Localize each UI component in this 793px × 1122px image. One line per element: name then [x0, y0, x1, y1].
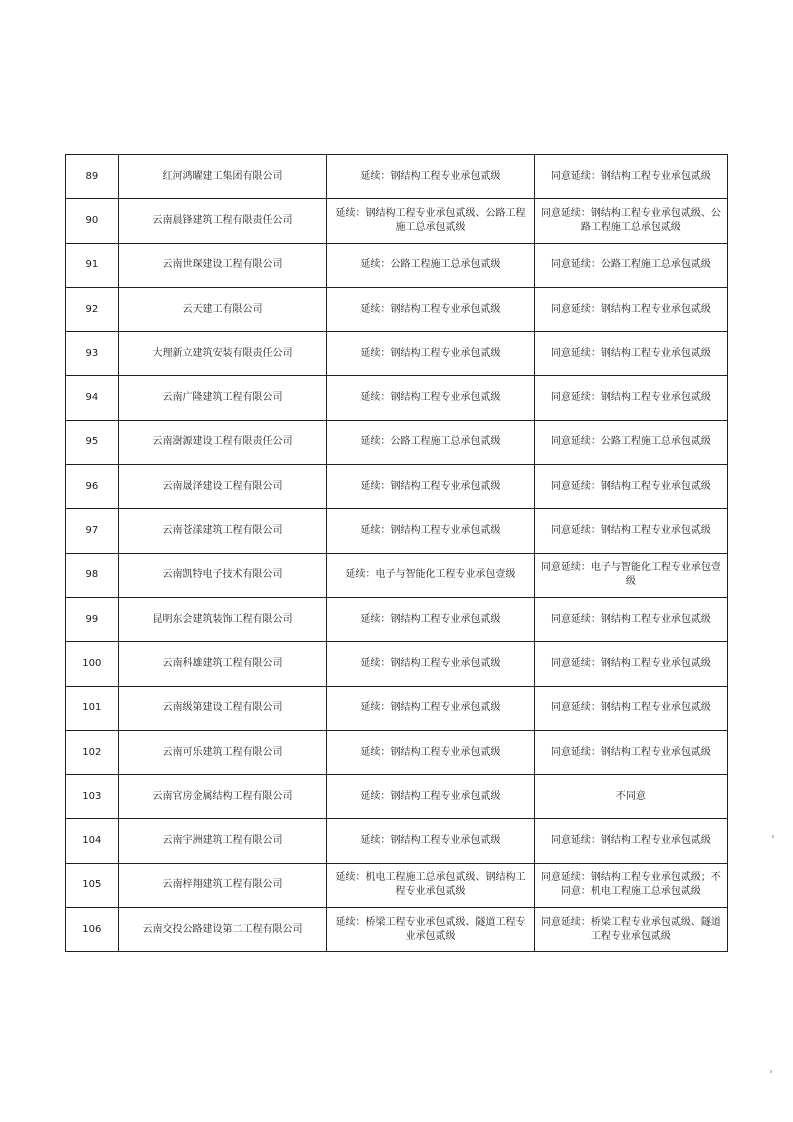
- row-number: 96: [66, 465, 119, 509]
- row-number: 93: [66, 332, 119, 376]
- review-result: 同意延续：钢结构工程专业承包贰级: [534, 287, 727, 331]
- table-row: [66, 686, 728, 730]
- row-number: 103: [66, 775, 119, 819]
- company-name: 云南广隆建筑工程有限公司: [118, 376, 327, 420]
- review-result: 同意延续：钢结构工程专业承包贰级: [534, 642, 727, 686]
- table-row: [66, 863, 728, 907]
- company-name: 云天建工有限公司: [118, 287, 327, 331]
- application-content: 延续：钢结构工程专业承包贰级: [327, 465, 535, 509]
- review-result: 同意延续：电子与智能化工程专业承包壹级: [534, 553, 727, 597]
- company-name: 云南凯特电子技术有限公司: [118, 553, 327, 597]
- review-result: 同意延续：钢结构工程专业承包贰级: [534, 332, 727, 376]
- application-content: 延续：钢结构工程专业承包贰级: [327, 597, 535, 641]
- row-number: 98: [66, 553, 119, 597]
- row-number: 90: [66, 199, 119, 243]
- application-content: 延续：钢结构工程专业承包贰级: [327, 376, 535, 420]
- application-content: 延续：钢结构工程专业承包贰级: [327, 155, 535, 199]
- review-result: 同意延续：钢结构工程专业承包贰级: [534, 155, 727, 199]
- company-name: 红河鸿曜建工集团有限公司: [118, 155, 327, 199]
- review-result: 同意延续：钢结构工程专业承包贰级: [534, 597, 727, 641]
- review-result: 同意延续：钢结构工程专业承包贰级: [534, 465, 727, 509]
- review-result: 不同意: [534, 775, 727, 819]
- review-result: 同意延续：钢结构工程专业承包贰级: [534, 376, 727, 420]
- scan-mark: [772, 835, 774, 838]
- table-row: [66, 465, 728, 509]
- company-name: 云南晟泽建设工程有限公司: [118, 465, 327, 509]
- review-result: 同意延续：钢结构工程专业承包贰级: [534, 509, 727, 553]
- table-row: [66, 287, 728, 331]
- table-body: [66, 155, 728, 952]
- company-name: 云南宇洲建筑工程有限公司: [118, 819, 327, 863]
- application-content: 延续：公路工程施工总承包贰级: [327, 243, 535, 287]
- table-row: [66, 642, 728, 686]
- table-row: [66, 597, 728, 641]
- company-name: 昆明东会建筑装饰工程有限公司: [118, 597, 327, 641]
- application-content: 延续：钢结构工程专业承包贰级: [327, 287, 535, 331]
- company-name: 云南科雄建筑工程有限公司: [118, 642, 327, 686]
- table-row: [66, 509, 728, 553]
- row-number: 105: [66, 863, 119, 907]
- application-content: 延续：钢结构工程专业承包贰级、公路工程施工总承包贰级: [327, 199, 535, 243]
- table-row: [66, 908, 728, 952]
- application-content: 延续：公路工程施工总承包贰级: [327, 420, 535, 464]
- row-number: 101: [66, 686, 119, 730]
- qualification-table: [65, 154, 728, 952]
- application-content: 延续：钢结构工程专业承包贰级: [327, 819, 535, 863]
- table-row: [66, 376, 728, 420]
- row-number: 100: [66, 642, 119, 686]
- company-name: 云南苍漾建筑工程有限公司: [118, 509, 327, 553]
- table-row: [66, 730, 728, 774]
- row-number: 95: [66, 420, 119, 464]
- table-row: [66, 332, 728, 376]
- company-name: 云南晨锋建筑工程有限责任公司: [118, 199, 327, 243]
- row-number: 89: [66, 155, 119, 199]
- table-row: [66, 199, 728, 243]
- row-number: 99: [66, 597, 119, 641]
- review-result: 同意延续：桥梁工程专业承包贰级、隧道工程专业承包贰级: [534, 908, 727, 952]
- review-result: 同意延续：钢结构工程专业承包贰级；不同意：机电工程施工总承包贰级: [534, 863, 727, 907]
- row-number: 106: [66, 908, 119, 952]
- review-result: 同意延续：钢结构工程专业承包贰级: [534, 819, 727, 863]
- application-content: 延续：钢结构工程专业承包贰级: [327, 332, 535, 376]
- company-name: 云南梓翔建筑工程有限公司: [118, 863, 327, 907]
- company-name: 云南交投公路建设第二工程有限公司: [118, 908, 327, 952]
- row-number: 97: [66, 509, 119, 553]
- review-result: 同意延续：公路工程施工总承包贰级: [534, 243, 727, 287]
- application-content: 延续：钢结构工程专业承包贰级: [327, 775, 535, 819]
- application-content: 延续：钢结构工程专业承包贰级: [327, 509, 535, 553]
- table-row: [66, 775, 728, 819]
- review-result: 同意延续：公路工程施工总承包贰级: [534, 420, 727, 464]
- application-content: 延续：机电工程施工总承包贰级、钢结构工程专业承包贰级: [327, 863, 535, 907]
- review-result: 同意延续：钢结构工程专业承包贰级: [534, 686, 727, 730]
- application-content: 延续：电子与智能化工程专业承包壹级: [327, 553, 535, 597]
- row-number: 104: [66, 819, 119, 863]
- table-row: [66, 553, 728, 597]
- application-content: 延续：钢结构工程专业承包贰级: [327, 730, 535, 774]
- table-row: [66, 819, 728, 863]
- row-number: 91: [66, 243, 119, 287]
- company-name: 大理新立建筑安装有限责任公司: [118, 332, 327, 376]
- application-content: 延续：桥梁工程专业承包贰级、隧道工程专业承包贰级: [327, 908, 535, 952]
- application-content: 延续：钢结构工程专业承包贰级: [327, 686, 535, 730]
- row-number: 94: [66, 376, 119, 420]
- company-name: 云南官房金属结构工程有限公司: [118, 775, 327, 819]
- row-number: 102: [66, 730, 119, 774]
- table-row: [66, 243, 728, 287]
- table-row: [66, 420, 728, 464]
- table-row: [66, 155, 728, 199]
- company-name: 云南澍源建设工程有限责任公司: [118, 420, 327, 464]
- company-name: 云南级第建设工程有限公司: [118, 686, 327, 730]
- application-content: 延续：钢结构工程专业承包贰级: [327, 642, 535, 686]
- company-name: 云南可乐建筑工程有限公司: [118, 730, 327, 774]
- scan-mark: [770, 1070, 772, 1073]
- row-number: 92: [66, 287, 119, 331]
- review-result: 同意延续：钢结构工程专业承包贰级、公路工程施工总承包贰级: [534, 199, 727, 243]
- review-result: 同意延续：钢结构工程专业承包贰级: [534, 730, 727, 774]
- company-name: 云南世琛建设工程有限公司: [118, 243, 327, 287]
